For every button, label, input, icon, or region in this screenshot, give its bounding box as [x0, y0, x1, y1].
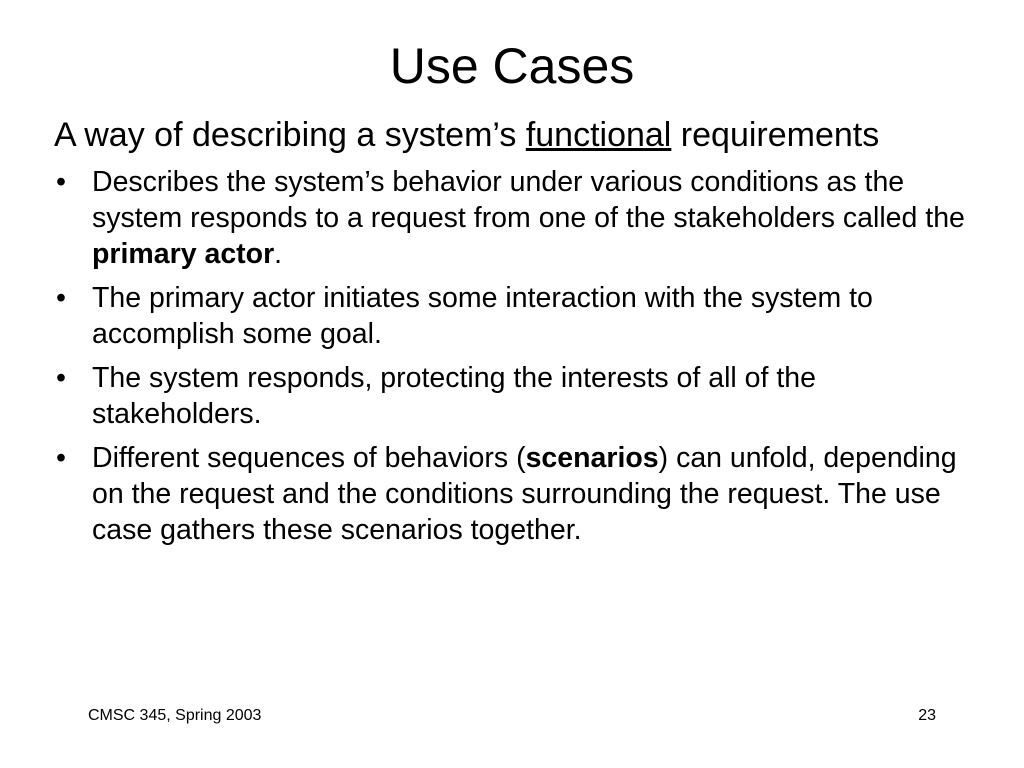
bullet-text: The system responds, protecting the interests of all of the stakeholders.	[92, 362, 816, 430]
bullet-item	[54, 280, 974, 352]
bullet-text: .	[274, 238, 283, 270]
bullet-item	[54, 164, 974, 272]
lead-underlined-term: functional	[525, 116, 672, 154]
bullet-bold-term: scenarios	[525, 442, 659, 474]
bullet-text: ) can unfold, depending on the request and the conditions surrounding the request. The use case gathers these scenarios together.	[92, 442, 957, 546]
bullet-item	[54, 440, 974, 548]
bullet-list	[54, 164, 974, 548]
bullet-icon: •	[56, 362, 66, 394]
bullet-item	[54, 360, 974, 432]
lead-text-after: requirements	[671, 116, 880, 154]
slide-title: Use Cases	[389, 38, 635, 94]
bullet-icon: •	[56, 166, 66, 198]
lead-text-before: A way of describing a system’s	[54, 116, 526, 154]
lead-statement	[54, 114, 974, 156]
footer-course: CMSC 345, Spring 2003	[88, 707, 262, 724]
bullet-bold-term: primary actor	[92, 238, 275, 270]
bullet-text: The primary actor initiates some interaction with the system to accomplish some goal.	[92, 282, 873, 350]
footer-page-number: 23	[918, 707, 936, 724]
bullet-icon: •	[56, 282, 66, 314]
slide-body	[54, 114, 974, 556]
bullet-text: Different sequences of behaviors (	[92, 442, 526, 474]
bullet-icon: •	[56, 442, 66, 474]
bullet-text: Describes the system’s behavior under various conditions as the system responds to a request from one of the stakeholders called the	[92, 166, 965, 234]
